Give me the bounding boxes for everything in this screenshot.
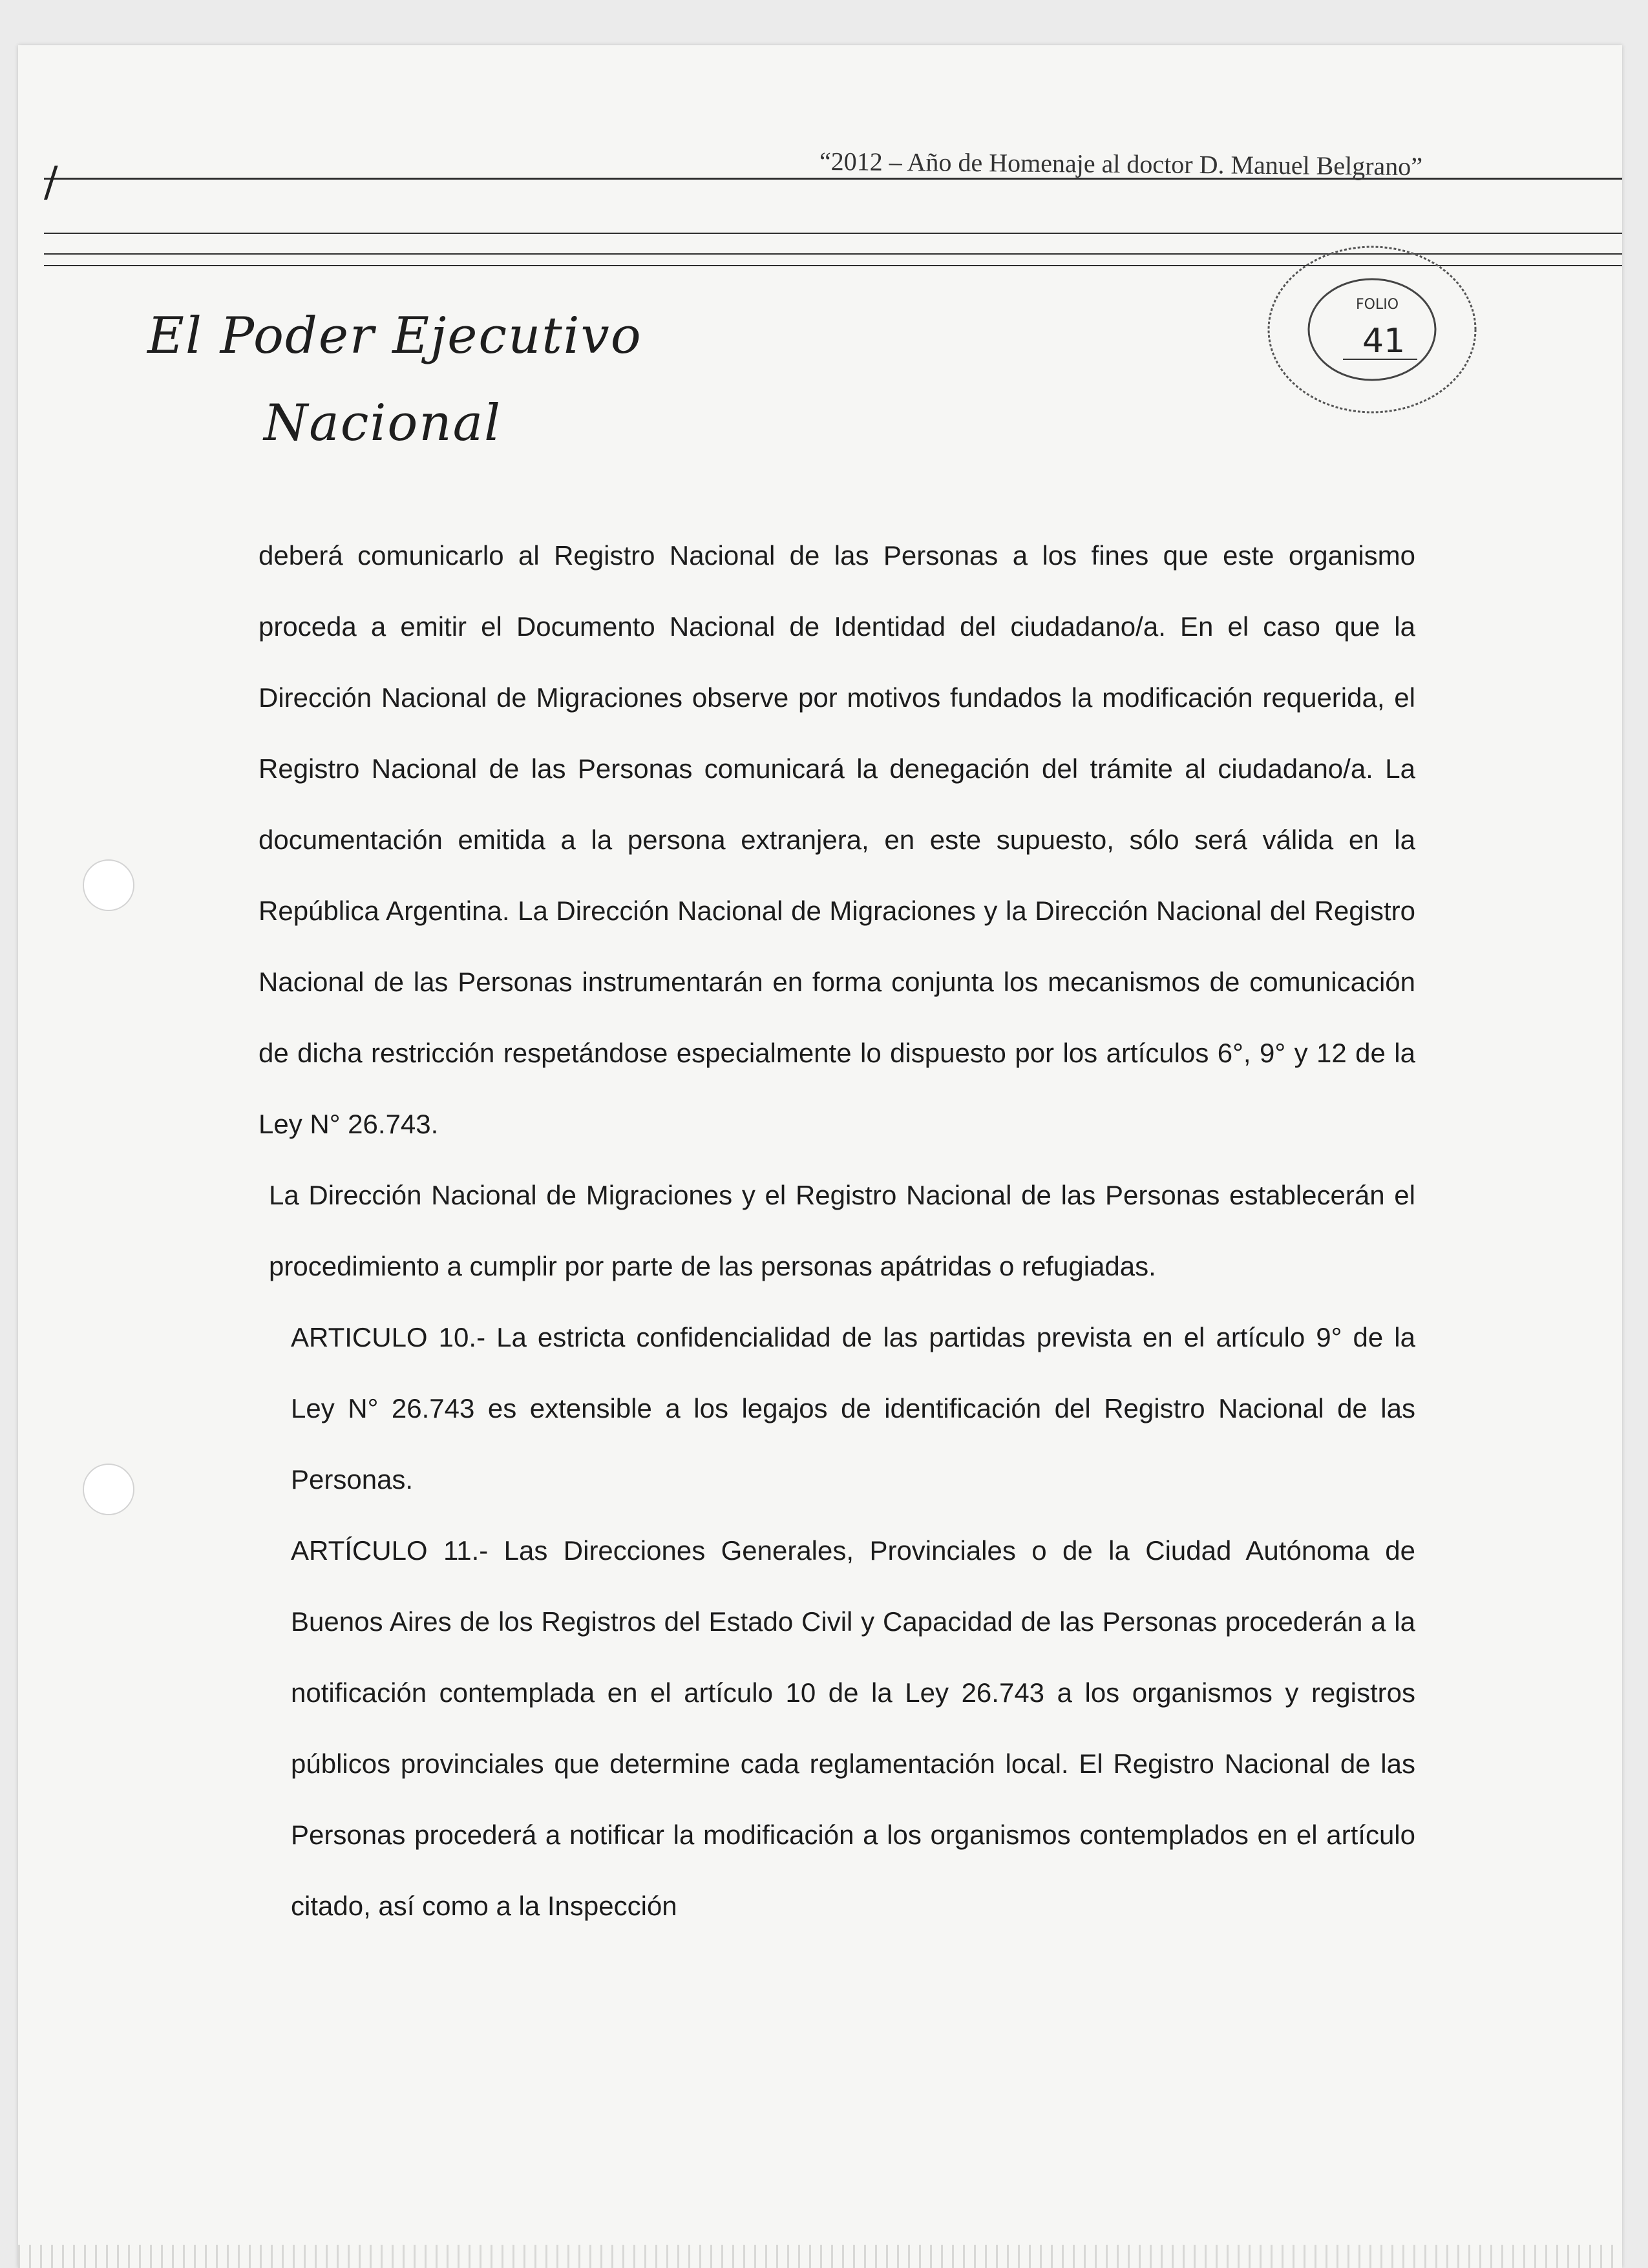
stamp-number: 41: [1362, 322, 1406, 361]
folio-stamp: [1259, 239, 1485, 420]
stamp-label: FOLIO: [1356, 297, 1399, 313]
header-motto: “2012 – Año de Homenaje al doctor D. Manuel Belgrano”: [819, 146, 1423, 182]
punch-hole-bottom: [83, 1464, 134, 1515]
paragraph-articulo-11: ARTÍCULO 11.- Las Direcciones Generales, Provinciales o de la Ciudad Autónoma de Buenos Aires de los Registros del Estado Civil y Capacidad de las Personas procederán a la notificación contemplada en el artículo 10 de la Ley 26.743 a los organismos y registros públicos provinciales que determine cada reglamentación local. El Registro Nacional de las Personas procederá a notificar la modificación a los organismos contemplados en el artículo citado, así como a la Inspección: [291, 1535, 1415, 1921]
header-rule-middle: [44, 233, 1622, 234]
paragraph-articulo-10: ARTICULO 10.- La estricta confidencialidad de las partidas prevista en el artículo 9° de la Ley N° 26.743 es extensible a los legajos de identificación del Registro Nacional de las Personas.: [291, 1322, 1415, 1495]
paragraph-apatridas: La Dirección Nacional de Migraciones y el Registro Nacional de las Personas establecerán el procedimiento a cumplir por parte de las personas apátridas o refugiadas.: [269, 1180, 1415, 1281]
letterhead: [134, 268, 716, 475]
letterhead-line-1: El Poder Ejecutivo: [147, 307, 642, 365]
paragraph-continuation: deberá comunicarlo al Registro Nacional de las Personas a los fines que este organismo proceda a emitir el Documento Nacional de Identidad del ciudadano/a. En el caso que la Dirección Nacional de Migraciones observe por motivos fundados la modificación requerida, el Registro Nacional de las Personas comunicará la denegación del trámite al ciudadano/a. La documentación emitida a la persona extranjera, en este supuesto, sólo será válida en la República Argentina. La Dirección Nacional de Migraciones y la Dirección Nacional del Registro Nacional de las Personas instrumentarán en forma conjunta los mecanismos de comunicación de dicha restricción respetándose especialmente lo dispuesto por los artículos 6°, 9° y 12 de la Ley N° 26.743.: [259, 540, 1415, 1139]
slash-mark: /: [44, 158, 58, 206]
punch-hole-top: [83, 859, 134, 911]
document-page: [18, 45, 1622, 2268]
scan-speckle: [18, 2245, 1622, 2268]
letterhead-line-2: Nacional: [264, 394, 502, 452]
body-text: [259, 520, 1415, 1942]
